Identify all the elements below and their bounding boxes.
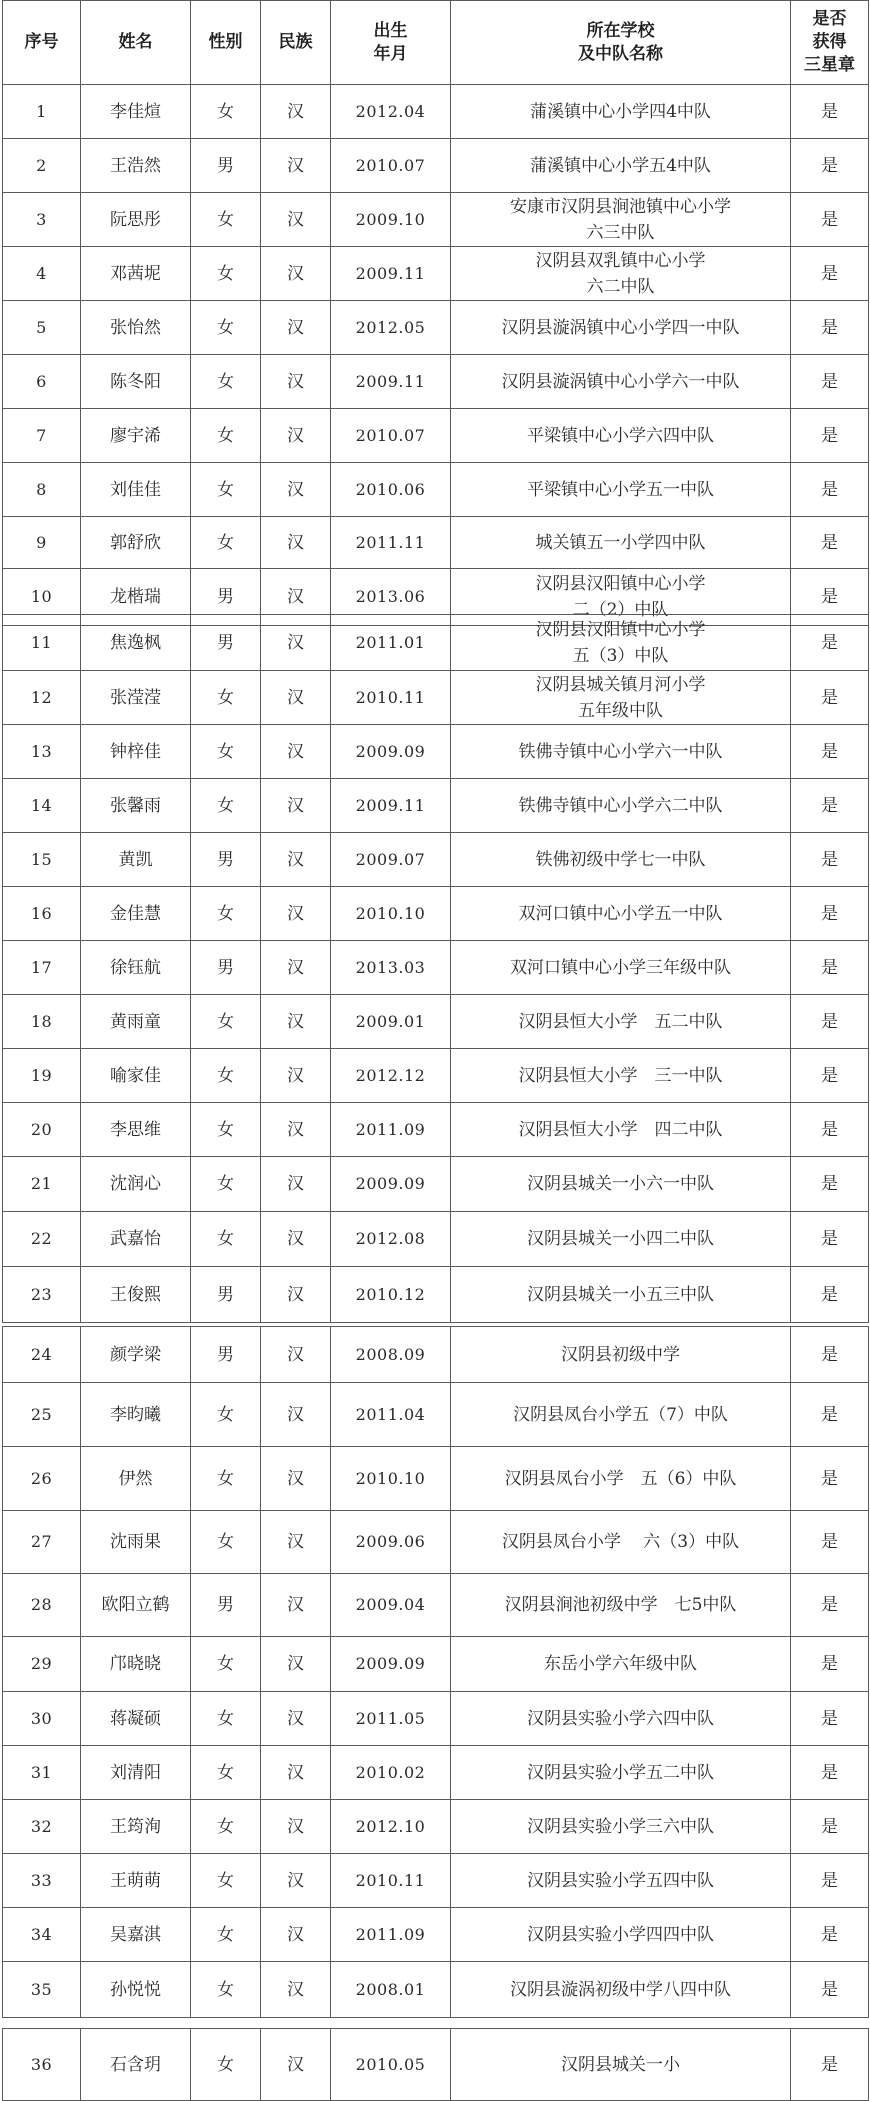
row-gender: 女	[191, 1746, 261, 1800]
table-row	[3, 247, 869, 301]
row-ethnicity: 汉	[261, 995, 331, 1049]
row-three-star: 是	[791, 1746, 869, 1800]
row-three-star: 是	[791, 301, 869, 355]
row-three-star: 是	[791, 615, 869, 671]
row-birth: 2012.08	[331, 1212, 451, 1267]
row-school: 汉阴县城关一小六一中队	[451, 1157, 791, 1212]
table-row	[3, 725, 869, 779]
row-seq: 25	[3, 1383, 81, 1447]
row-gender: 女	[191, 409, 261, 463]
row-ethnicity: 汉	[261, 1157, 331, 1212]
row-gender: 女	[191, 1962, 261, 2018]
row-seq: 7	[3, 409, 81, 463]
row-ethnicity: 汉	[261, 1383, 331, 1447]
row-gender: 男	[191, 1574, 261, 1637]
row-three-star: 是	[791, 409, 869, 463]
row-birth: 2009.11	[331, 355, 451, 409]
row-three-star: 是	[791, 1327, 869, 1383]
row-seq: 19	[3, 1049, 81, 1103]
row-birth: 2009.09	[331, 1157, 451, 1212]
row-three-star: 是	[791, 1049, 869, 1103]
row-seq: 28	[3, 1574, 81, 1637]
table-row	[3, 1854, 869, 1908]
row-name: 张滢滢	[81, 671, 191, 725]
table-row	[3, 1383, 869, 1447]
row-gender: 女	[191, 247, 261, 301]
table-row	[3, 1327, 869, 1383]
row-ethnicity: 汉	[261, 1854, 331, 1908]
row-ethnicity: 汉	[261, 1800, 331, 1854]
row-birth: 2009.09	[331, 1637, 451, 1692]
row-birth: 2011.09	[331, 1908, 451, 1962]
row-name: 孙悦悦	[81, 1962, 191, 2018]
row-birth: 2010.07	[331, 409, 451, 463]
row-name: 李思维	[81, 1103, 191, 1157]
row-seq: 26	[3, 1447, 81, 1511]
row-three-star: 是	[791, 463, 869, 517]
row-gender: 女	[191, 1049, 261, 1103]
row-seq: 20	[3, 1103, 81, 1157]
table-row	[3, 1908, 869, 1962]
row-gender: 女	[191, 1511, 261, 1574]
row-school: 汉阴县城关一小	[451, 2029, 791, 2101]
row-ethnicity: 汉	[261, 1212, 331, 1267]
row-ethnicity: 汉	[261, 1103, 331, 1157]
table-row	[3, 1692, 869, 1746]
row-seq: 21	[3, 1157, 81, 1212]
row-name: 王浩然	[81, 139, 191, 193]
row-three-star: 是	[791, 995, 869, 1049]
row-three-star: 是	[791, 569, 869, 626]
table-row	[3, 2029, 869, 2101]
row-school: 双河口镇中心小学五一中队	[451, 887, 791, 941]
row-school: 汉阴县恒大小学 四二中队	[451, 1103, 791, 1157]
row-birth: 2010.10	[331, 887, 451, 941]
table-row	[3, 1574, 869, 1637]
row-ethnicity: 汉	[261, 301, 331, 355]
row-seq: 23	[3, 1267, 81, 1323]
header-row	[3, 1, 869, 85]
row-seq: 8	[3, 463, 81, 517]
row-birth: 2012.05	[331, 301, 451, 355]
roster-table-part-1	[2, 0, 869, 626]
row-seq: 31	[3, 1746, 81, 1800]
row-gender: 女	[191, 1103, 261, 1157]
row-three-star: 是	[791, 1103, 869, 1157]
row-birth: 2011.01	[331, 615, 451, 671]
row-name: 龙楷瑞	[81, 569, 191, 626]
table-row	[3, 463, 869, 517]
row-ethnicity: 汉	[261, 247, 331, 301]
row-birth: 2009.09	[331, 725, 451, 779]
row-ethnicity: 汉	[261, 1746, 331, 1800]
row-three-star: 是	[791, 355, 869, 409]
table-row	[3, 995, 869, 1049]
table-row	[3, 1212, 869, 1267]
row-school: 汉阴县漩涡初级中学八四中队	[451, 1962, 791, 2018]
row-ethnicity: 汉	[261, 2029, 331, 2101]
row-gender: 女	[191, 1854, 261, 1908]
row-seq: 30	[3, 1692, 81, 1746]
row-seq: 15	[3, 833, 81, 887]
row-name: 廖宇浠	[81, 409, 191, 463]
row-name: 黄雨童	[81, 995, 191, 1049]
row-name: 钟梓佳	[81, 725, 191, 779]
row-gender: 女	[191, 725, 261, 779]
row-gender: 女	[191, 1908, 261, 1962]
row-three-star: 是	[791, 139, 869, 193]
row-seq: 5	[3, 301, 81, 355]
row-three-star: 是	[791, 1908, 869, 1962]
row-school: 平梁镇中心小学五一中队	[451, 463, 791, 517]
row-birth: 2012.10	[331, 1800, 451, 1854]
row-name: 郭舒欣	[81, 517, 191, 569]
row-seq: 1	[3, 85, 81, 139]
row-name: 李昀曦	[81, 1383, 191, 1447]
row-name: 欧阳立鹤	[81, 1574, 191, 1637]
row-three-star: 是	[791, 247, 869, 301]
row-name: 黄凯	[81, 833, 191, 887]
row-name: 阮思彤	[81, 193, 191, 247]
row-seq: 4	[3, 247, 81, 301]
row-three-star: 是	[791, 1267, 869, 1323]
table-row	[3, 193, 869, 247]
row-birth: 2011.09	[331, 1103, 451, 1157]
row-ethnicity: 汉	[261, 1327, 331, 1383]
row-school: 东岳小学六年级中队	[451, 1637, 791, 1692]
row-seq: 29	[3, 1637, 81, 1692]
row-seq: 3	[3, 193, 81, 247]
table-row	[3, 1267, 869, 1323]
row-ethnicity: 汉	[261, 517, 331, 569]
row-gender: 女	[191, 517, 261, 569]
row-ethnicity: 汉	[261, 1049, 331, 1103]
row-school: 汉阴县漩涡镇中心小学四一中队	[451, 301, 791, 355]
row-school: 汉阴县实验小学五二中队	[451, 1746, 791, 1800]
row-gender: 女	[191, 1157, 261, 1212]
row-school: 汉阴县恒大小学 三一中队	[451, 1049, 791, 1103]
table-row	[3, 1447, 869, 1511]
header-name: 姓名	[81, 1, 191, 85]
row-seq: 24	[3, 1327, 81, 1383]
row-seq: 27	[3, 1511, 81, 1574]
row-three-star: 是	[791, 941, 869, 995]
row-birth: 2010.11	[331, 1854, 451, 1908]
row-three-star: 是	[791, 1692, 869, 1746]
row-gender: 女	[191, 671, 261, 725]
row-gender: 女	[191, 1212, 261, 1267]
row-three-star: 是	[791, 1511, 869, 1574]
row-seq: 9	[3, 517, 81, 569]
row-birth: 2010.10	[331, 1447, 451, 1511]
row-three-star: 是	[791, 1383, 869, 1447]
row-name: 李佳煊	[81, 85, 191, 139]
table-row	[3, 671, 869, 725]
row-gender: 女	[191, 1800, 261, 1854]
row-three-star: 是	[791, 517, 869, 569]
row-school: 汉阴县双乳镇中心小学 六二中队	[451, 247, 791, 301]
row-ethnicity: 汉	[261, 139, 331, 193]
row-gender: 女	[191, 1447, 261, 1511]
row-ethnicity: 汉	[261, 569, 331, 626]
table-row	[3, 1511, 869, 1574]
row-school: 汉阴县凤台小学 五（6）中队	[451, 1447, 791, 1511]
table-row	[3, 517, 869, 569]
header-birth: 出生 年月	[331, 1, 451, 85]
row-ethnicity: 汉	[261, 1447, 331, 1511]
header-school: 所在学校 及中队名称	[451, 1, 791, 85]
row-birth: 2008.09	[331, 1327, 451, 1383]
row-ethnicity: 汉	[261, 941, 331, 995]
row-gender: 男	[191, 569, 261, 626]
table-row	[3, 355, 869, 409]
row-name: 沈雨果	[81, 1511, 191, 1574]
row-birth: 2010.06	[331, 463, 451, 517]
row-ethnicity: 汉	[261, 779, 331, 833]
row-seq: 6	[3, 355, 81, 409]
row-birth: 2009.01	[331, 995, 451, 1049]
header-ethnicity: 民族	[261, 1, 331, 85]
row-gender: 男	[191, 139, 261, 193]
row-gender: 男	[191, 941, 261, 995]
row-school: 汉阴县恒大小学 五二中队	[451, 995, 791, 1049]
table-row	[3, 409, 869, 463]
row-birth: 2011.11	[331, 517, 451, 569]
row-seq: 2	[3, 139, 81, 193]
row-name: 徐钰航	[81, 941, 191, 995]
row-name: 张馨雨	[81, 779, 191, 833]
row-name: 石含玥	[81, 2029, 191, 2101]
row-gender: 女	[191, 887, 261, 941]
row-birth: 2010.11	[331, 671, 451, 725]
row-seq: 18	[3, 995, 81, 1049]
row-seq: 36	[3, 2029, 81, 2101]
row-birth: 2009.10	[331, 193, 451, 247]
row-seq: 33	[3, 1854, 81, 1908]
row-ethnicity: 汉	[261, 409, 331, 463]
table-row	[3, 1637, 869, 1692]
row-seq: 12	[3, 671, 81, 725]
row-ethnicity: 汉	[261, 1637, 331, 1692]
row-name: 张怡然	[81, 301, 191, 355]
row-school: 汉阴县凤台小学 六（3）中队	[451, 1511, 791, 1574]
header-three-star: 是否 获得 三星章	[791, 1, 869, 85]
row-school: 汉阴县漩涡镇中心小学六一中队	[451, 355, 791, 409]
table-row	[3, 615, 869, 671]
row-gender: 女	[191, 355, 261, 409]
row-gender: 女	[191, 1637, 261, 1692]
table-row	[3, 779, 869, 833]
row-school: 铁佛寺镇中心小学六一中队	[451, 725, 791, 779]
row-name: 焦逸枫	[81, 615, 191, 671]
row-gender: 男	[191, 1267, 261, 1323]
row-school: 汉阴县汉阳镇中心小学 五（3）中队	[451, 615, 791, 671]
row-ethnicity: 汉	[261, 671, 331, 725]
row-ethnicity: 汉	[261, 887, 331, 941]
row-name: 金佳慧	[81, 887, 191, 941]
row-name: 王筠洵	[81, 1800, 191, 1854]
row-ethnicity: 汉	[261, 193, 331, 247]
row-school: 汉阴县实验小学六四中队	[451, 1692, 791, 1746]
row-birth: 2013.06	[331, 569, 451, 626]
roster-table-part-2	[2, 614, 869, 1323]
row-school: 双河口镇中心小学三年级中队	[451, 941, 791, 995]
row-gender: 男	[191, 615, 261, 671]
table-row	[3, 1157, 869, 1212]
row-three-star: 是	[791, 779, 869, 833]
roster-table-part-3	[2, 1326, 869, 2018]
row-seq: 22	[3, 1212, 81, 1267]
row-birth: 2008.01	[331, 1962, 451, 2018]
row-school: 汉阴县实验小学四四中队	[451, 1908, 791, 1962]
row-birth: 2011.05	[331, 1692, 451, 1746]
row-school: 汉阴县城关一小四二中队	[451, 1212, 791, 1267]
row-seq: 11	[3, 615, 81, 671]
table-row	[3, 139, 869, 193]
header-seq: 序号	[3, 1, 81, 85]
row-name: 刘佳佳	[81, 463, 191, 517]
row-ethnicity: 汉	[261, 1908, 331, 1962]
row-ethnicity: 汉	[261, 463, 331, 517]
row-birth: 2009.11	[331, 247, 451, 301]
row-birth: 2012.12	[331, 1049, 451, 1103]
row-seq: 32	[3, 1800, 81, 1854]
row-school: 蒲溪镇中心小学五4中队	[451, 139, 791, 193]
row-school: 汉阴县汉阳镇中心小学 二（2）中队	[451, 569, 791, 626]
row-school: 城关镇五一小学四中队	[451, 517, 791, 569]
row-ethnicity: 汉	[261, 833, 331, 887]
row-gender: 女	[191, 193, 261, 247]
row-name: 武嘉怡	[81, 1212, 191, 1267]
table-row	[3, 85, 869, 139]
row-three-star: 是	[791, 1212, 869, 1267]
row-ethnicity: 汉	[261, 615, 331, 671]
row-three-star: 是	[791, 1637, 869, 1692]
table-row	[3, 301, 869, 355]
row-ethnicity: 汉	[261, 725, 331, 779]
table-row	[3, 1962, 869, 2018]
row-ethnicity: 汉	[261, 1574, 331, 1637]
row-name: 沈润心	[81, 1157, 191, 1212]
row-birth: 2009.04	[331, 1574, 451, 1637]
row-three-star: 是	[791, 1447, 869, 1511]
row-name: 喻家佳	[81, 1049, 191, 1103]
row-three-star: 是	[791, 1157, 869, 1212]
row-birth: 2010.05	[331, 2029, 451, 2101]
row-gender: 女	[191, 85, 261, 139]
row-name: 蒋凝硕	[81, 1692, 191, 1746]
row-gender: 女	[191, 1383, 261, 1447]
row-seq: 10	[3, 569, 81, 626]
row-three-star: 是	[791, 1962, 869, 2018]
row-gender: 女	[191, 463, 261, 517]
row-school: 安康市汉阴县涧池镇中心小学 六三中队	[451, 193, 791, 247]
row-seq: 35	[3, 1962, 81, 2018]
row-school: 铁佛初级中学七一中队	[451, 833, 791, 887]
row-school: 汉阴县城关镇月河小学 五年级中队	[451, 671, 791, 725]
row-school: 汉阴县初级中学	[451, 1327, 791, 1383]
row-name: 刘清阳	[81, 1746, 191, 1800]
row-three-star: 是	[791, 725, 869, 779]
row-three-star: 是	[791, 833, 869, 887]
table-row	[3, 887, 869, 941]
row-three-star: 是	[791, 887, 869, 941]
row-name: 陈冬阳	[81, 355, 191, 409]
row-school: 铁佛寺镇中心小学六二中队	[451, 779, 791, 833]
row-three-star: 是	[791, 85, 869, 139]
row-ethnicity: 汉	[261, 1267, 331, 1323]
row-ethnicity: 汉	[261, 1962, 331, 2018]
row-three-star: 是	[791, 193, 869, 247]
row-school: 蒲溪镇中心小学四4中队	[451, 85, 791, 139]
row-three-star: 是	[791, 1854, 869, 1908]
row-school: 平梁镇中心小学六四中队	[451, 409, 791, 463]
table-row	[3, 833, 869, 887]
row-ethnicity: 汉	[261, 85, 331, 139]
row-seq: 13	[3, 725, 81, 779]
row-birth: 2012.04	[331, 85, 451, 139]
row-ethnicity: 汉	[261, 355, 331, 409]
row-school: 汉阴县城关一小五三中队	[451, 1267, 791, 1323]
row-gender: 男	[191, 833, 261, 887]
table-row	[3, 1103, 869, 1157]
table-row	[3, 1049, 869, 1103]
row-school: 汉阴县实验小学五四中队	[451, 1854, 791, 1908]
roster-table-part-4	[2, 2028, 869, 2101]
row-gender: 女	[191, 995, 261, 1049]
row-ethnicity: 汉	[261, 1511, 331, 1574]
row-three-star: 是	[791, 2029, 869, 2101]
row-birth: 2009.11	[331, 779, 451, 833]
row-name: 邝晓晓	[81, 1637, 191, 1692]
row-three-star: 是	[791, 1800, 869, 1854]
row-name: 邓茜坭	[81, 247, 191, 301]
row-ethnicity: 汉	[261, 1692, 331, 1746]
row-gender: 女	[191, 301, 261, 355]
row-seq: 17	[3, 941, 81, 995]
row-gender: 女	[191, 1692, 261, 1746]
row-seq: 34	[3, 1908, 81, 1962]
header-gender: 性别	[191, 1, 261, 85]
row-birth: 2010.12	[331, 1267, 451, 1323]
table-row	[3, 1746, 869, 1800]
row-name: 吴嘉淇	[81, 1908, 191, 1962]
row-name: 王萌萌	[81, 1854, 191, 1908]
row-birth: 2009.06	[331, 1511, 451, 1574]
row-school: 汉阴县涧池初级中学 七5中队	[451, 1574, 791, 1637]
row-school: 汉阴县实验小学三六中队	[451, 1800, 791, 1854]
table-row	[3, 1800, 869, 1854]
row-birth: 2010.07	[331, 139, 451, 193]
row-name: 王俊熙	[81, 1267, 191, 1323]
row-birth: 2013.03	[331, 941, 451, 995]
row-name: 伊然	[81, 1447, 191, 1511]
row-seq: 14	[3, 779, 81, 833]
row-seq: 16	[3, 887, 81, 941]
row-gender: 女	[191, 2029, 261, 2101]
row-gender: 女	[191, 779, 261, 833]
row-birth: 2011.04	[331, 1383, 451, 1447]
row-school: 汉阴县凤台小学五（7）中队	[451, 1383, 791, 1447]
row-three-star: 是	[791, 671, 869, 725]
row-name: 颜学梁	[81, 1327, 191, 1383]
table-row	[3, 941, 869, 995]
row-birth: 2010.02	[331, 1746, 451, 1800]
row-gender: 男	[191, 1327, 261, 1383]
row-three-star: 是	[791, 1574, 869, 1637]
row-birth: 2009.07	[331, 833, 451, 887]
